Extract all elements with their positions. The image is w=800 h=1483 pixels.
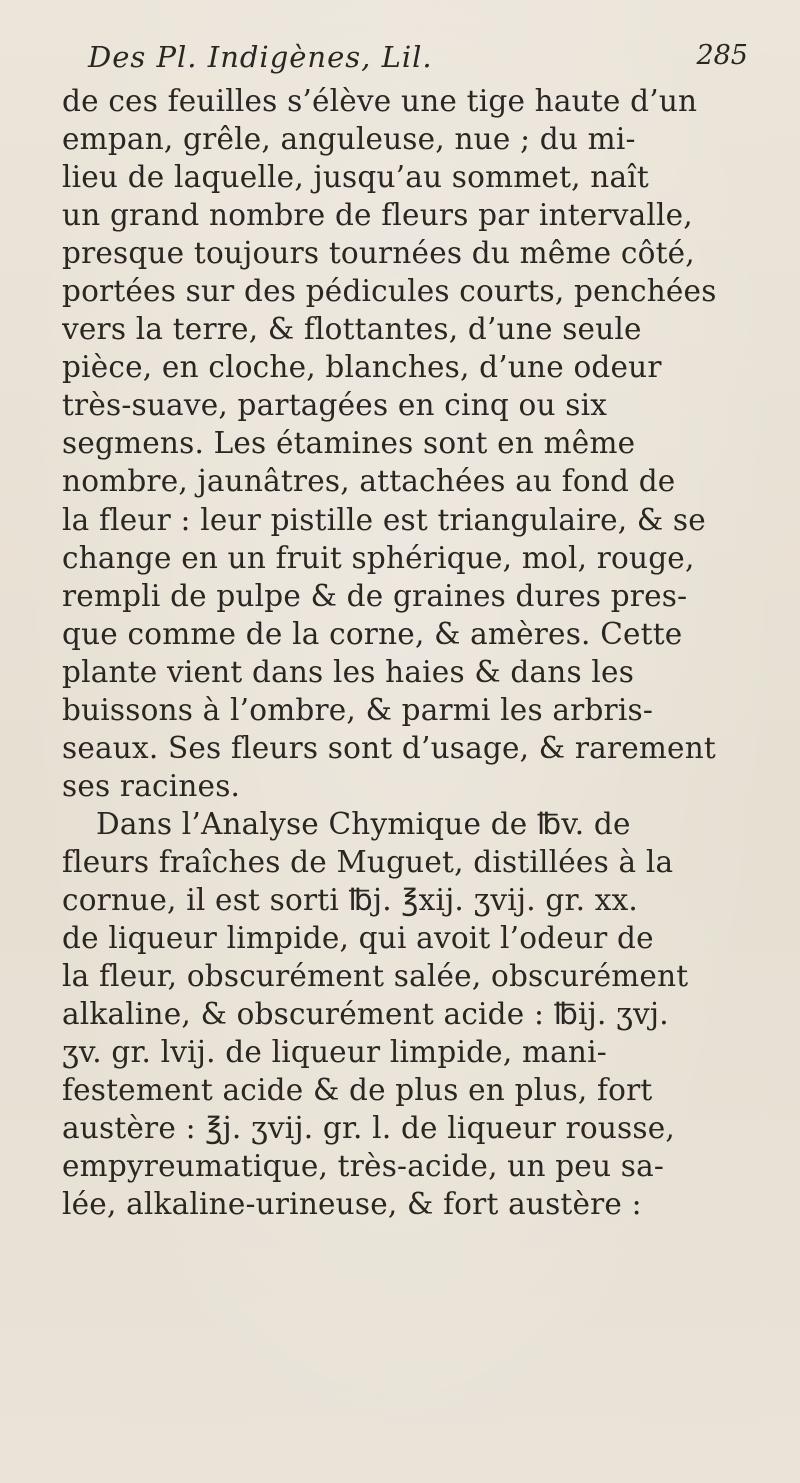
text-line: que comme de la corne, & amères. Cette bbox=[62, 616, 683, 651]
text-line: segmens. Les étamines sont en même bbox=[62, 426, 636, 461]
text-line: ses racines. bbox=[62, 768, 241, 803]
text-line: la fleur : leur pistille est triangulaire, & se bbox=[62, 502, 706, 537]
text-line: lée, alkaline-urineuse, & fort austère : bbox=[62, 1187, 642, 1222]
text-line: lieu de laquelle, jusqu’au sommet, naît bbox=[62, 160, 649, 195]
page-header bbox=[88, 40, 748, 86]
text-line: empan, grêle, anguleuse, nue ; du mi- bbox=[62, 122, 636, 157]
text-line: très-suave, partagées en cinq ou six bbox=[62, 388, 608, 423]
text-line: ʒv. gr. lvij. de liqueur limpide, mani- bbox=[62, 1035, 607, 1070]
text-line: fleurs fraîches de Muguet, distillées à la bbox=[62, 844, 674, 879]
page-number: 285 bbox=[696, 40, 748, 71]
text-line: la fleur, obscurément salée, obscurément bbox=[62, 959, 689, 994]
text-line: buissons à l’ombre, & parmi les arbris- bbox=[62, 692, 654, 727]
text-line: alkaline, & obscurément acide : ℔ij. ʒvj. bbox=[62, 997, 669, 1032]
text-line: de ces feuilles s’élève une tige haute d’un bbox=[62, 84, 698, 118]
text-line: austère : ℥j. ʒvij. gr. l. de liqueur rousse, bbox=[62, 1111, 675, 1146]
text-line: de liqueur limpide, qui avoit l’odeur de bbox=[62, 921, 654, 956]
text-line: festement acide & de plus en plus, fort bbox=[62, 1073, 653, 1108]
text-line: empyreumatique, très-acide, un peu sa- bbox=[62, 1149, 665, 1184]
paragraph-start-line: Dans l’Analyse Chymique de ℔v. de bbox=[96, 806, 631, 841]
text-line: portées sur des pédicules courts, penchées bbox=[62, 274, 717, 309]
text-line: nombre, jaunâtres, attachées au fond de bbox=[62, 464, 676, 499]
text-line: pièce, en cloche, blanches, d’une odeur bbox=[62, 350, 662, 385]
text-line: change en un fruit sphérique, mol, rouge, bbox=[62, 540, 695, 575]
text-line: plante vient dans les haies & dans les bbox=[62, 654, 635, 689]
text-line: cornue, il est sorti ℔j. ℥xij. ʒvij. gr. xx. bbox=[62, 882, 638, 917]
text-line: un grand nombre de fleurs par intervalle, bbox=[62, 198, 693, 233]
text-line: rempli de pulpe & de graines dures pres- bbox=[62, 578, 688, 613]
text-line: vers la terre, & flottantes, d’une seule bbox=[62, 312, 642, 347]
body-text bbox=[62, 82, 762, 1223]
text-line: seaux. Ses fleurs sont d’usage, & rarement bbox=[62, 730, 716, 765]
running-head: Des Pl. Indigènes, Lil. bbox=[88, 40, 433, 74]
text-line: presque toujours tournées du même côté, bbox=[62, 236, 695, 271]
